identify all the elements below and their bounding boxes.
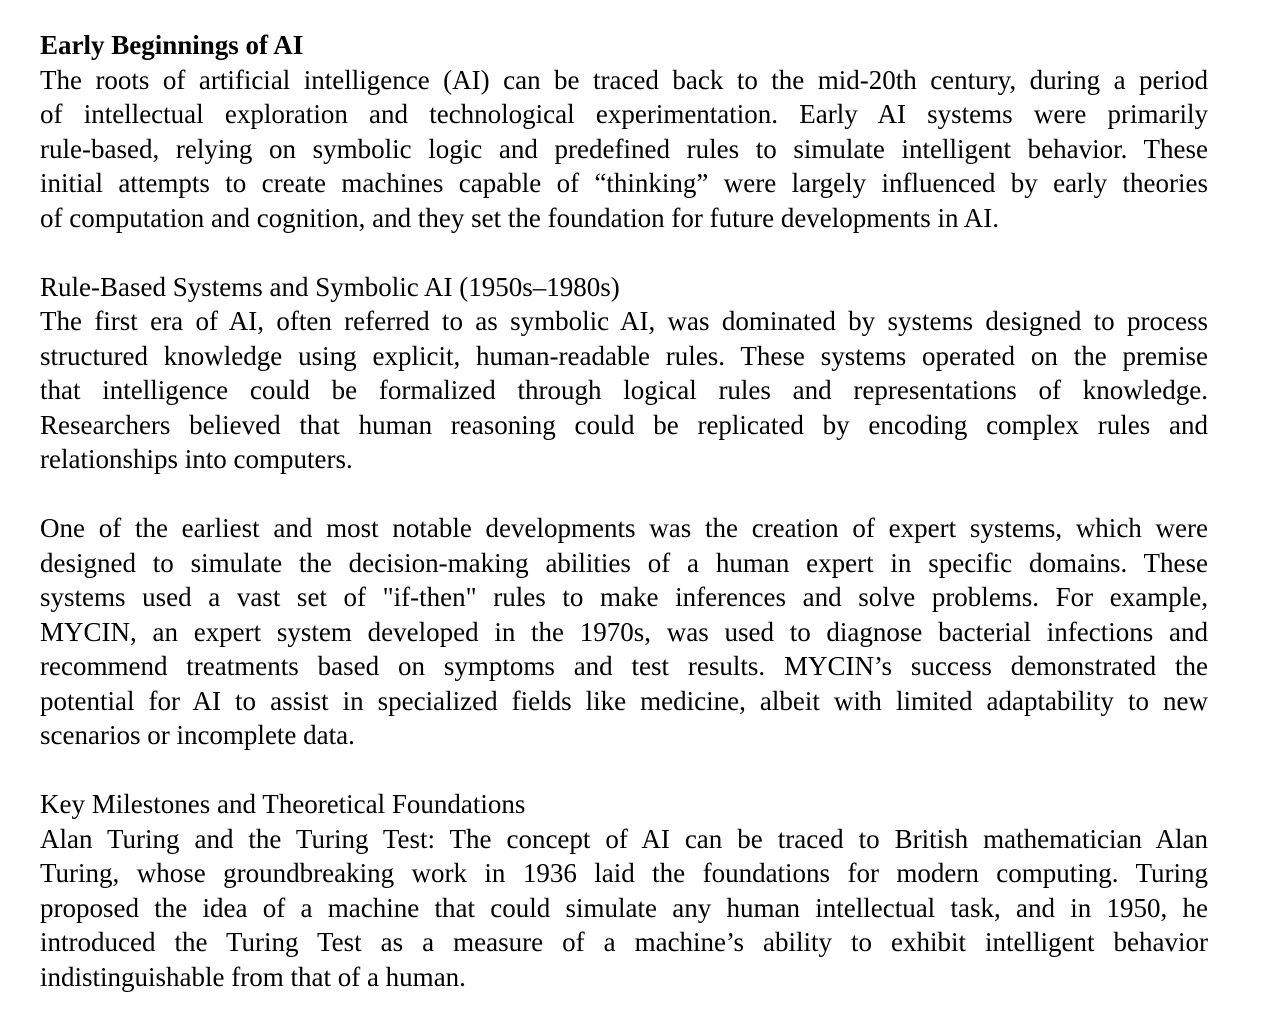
paragraph-line: introduced the Turing Test as a measure of a machine’s ability to exhibit intelligent behavior bbox=[40, 927, 1208, 957]
paragraph-line: potential for AI to assist in specialized fields like medicine, albeit with limited adaptability to new bbox=[40, 685, 1208, 716]
paragraph-line: Turing, whose groundbreaking work in 1936 laid the foundations for modern computing. Turing bbox=[40, 858, 1208, 888]
paragraph-line: rule-based, relying on symbolic logic and predefined rules to simulate intelligent behavior. These bbox=[40, 133, 1208, 164]
paragraph-line: that intelligence could be formalized through logical rules and representations of knowledge. bbox=[40, 375, 1208, 405]
paragraph-line: designed to simulate the decision-making abilities of a human expert in specific domains. These bbox=[40, 547, 1208, 578]
paragraph-line: scenarios or incomplete data. bbox=[40, 720, 355, 750]
document-title: Early Beginnings of AI bbox=[40, 30, 304, 60]
section-heading: Key Milestones and Theoretical Foundations bbox=[40, 789, 526, 819]
paragraph-line: systems used a vast set of "if-then" rules to make inferences and solve problems. For example, bbox=[40, 582, 1208, 612]
paragraph-line: MYCIN, an expert system developed in the 1970s, was used to diagnose bacterial infections and bbox=[40, 616, 1208, 647]
paragraph bbox=[40, 304, 1208, 477]
paragraph-line: Alan Turing and the Turing Test: The concept of AI can be traced to British mathematician Alan bbox=[40, 823, 1208, 854]
paragraph-line: recommend treatments based on symptoms and test results. MYCIN’s success demonstrated the bbox=[40, 651, 1208, 681]
paragraph-line: One of the earliest and most notable developments was the creation of expert systems, which were bbox=[40, 513, 1208, 543]
paragraph-line: initial attempts to create machines capable of “thinking” were largely influenced by early theories bbox=[40, 168, 1208, 198]
paragraph bbox=[40, 511, 1208, 753]
paragraph-line: The first era of AI, often referred to as symbolic AI, was dominated by systems designed to process bbox=[40, 306, 1208, 336]
paragraph-line: relationships into computers. bbox=[40, 444, 353, 474]
section-heading: Rule-Based Systems and Symbolic AI (1950s–1980s) bbox=[40, 271, 620, 302]
paragraph-line: structured knowledge using explicit, human-readable rules. These systems operated on the premise bbox=[40, 340, 1208, 371]
paragraph-line: indistinguishable from that of a human. bbox=[40, 961, 466, 992]
paragraph-line: proposed the idea of a machine that could simulate any human intellectual task, and in 1950, he bbox=[40, 892, 1208, 923]
paragraph-line: Researchers believed that human reasoning could be replicated by encoding complex rules and bbox=[40, 409, 1208, 440]
paragraph-line: of computation and cognition, and they set the foundation for future developments in AI. bbox=[40, 202, 1000, 233]
paragraph bbox=[40, 63, 1208, 236]
paragraph bbox=[40, 822, 1208, 995]
section-spacer bbox=[40, 753, 1208, 788]
section-spacer bbox=[40, 235, 1208, 270]
paragraph-line: The roots of artificial intelligence (AI) can be traced back to the mid-20th century, during a period bbox=[40, 64, 1208, 95]
paragraph-line: of intellectual exploration and technological experimentation. Early AI systems were primarily bbox=[40, 99, 1208, 129]
document-body bbox=[40, 28, 1208, 994]
paragraph-spacer bbox=[40, 477, 1208, 512]
